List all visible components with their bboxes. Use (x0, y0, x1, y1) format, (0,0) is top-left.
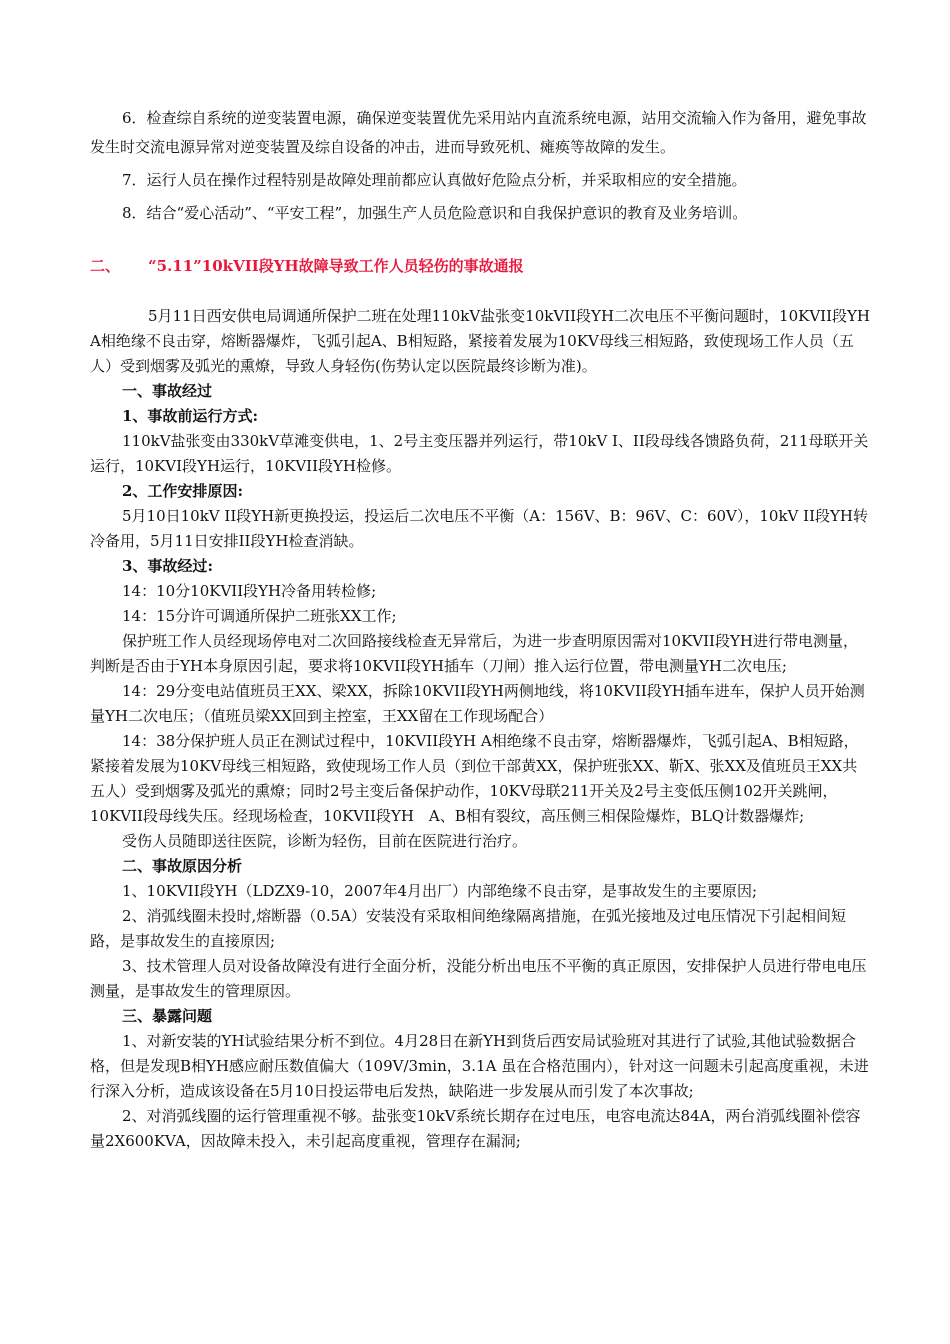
cause-item: 1、10KVII段YH（LDZX9-10，2007年4月出厂）内部绝缘不良击穿，是事故发生的主要原因; (122, 882, 758, 900)
timeline-entry: 14：38分保护班人员正在测试过程中，10KVII段YH A相绝缘不良击穿，熔断器爆炸，飞弧引起A、B相短路，紧接着发展为10KV母线三相短路，致使现场工作人员（到位干部黄XX，保护班张XX、靳X、张XX及值班员王XX共五人）受到烟雾及弧光的熏燎；同时2号主变后备保护动作，10KV母联211开关及2号主变低压侧102开关跳闸，10KVII段母线失压。经现场检查，10KVII段YH A、B相有裂纹，高压侧三相保险爆炸，BLQ计数器爆炸; (90, 732, 859, 825)
section-number: 二、 (90, 257, 121, 275)
timeline-entry: 14：10分10KVII段YH冷备用转检修; (122, 582, 377, 600)
cause-item: 3、技术管理人员对设备故障没有进行全面分析，没能分析出电压不平衡的真正原因，安排保护人员进行带电电压测量，是事故发生的管理原因。 (90, 957, 867, 1000)
heading-cause-analysis: 二、事故原因分析 (122, 857, 243, 875)
timeline-entry: 14：29分变电站值班员王XX、梁XX，拆除10KVII段YH两侧地线，将10KVII段YH插车进车，保护人员开始测量YH二次电压；（值班员梁XX回到主控室，王XX留在工作现场配合） (90, 682, 865, 725)
report-body (90, 304, 870, 1154)
heading-accident-process: 一、事故经过 (122, 382, 213, 400)
cause-item: 2、消弧线圈未投时,熔断器（0.5A）安装没有采取相间绝缘隔离措施，在弧光接地及过电压情况下引起相间短路，是事故发生的直接原因; (90, 907, 847, 950)
problem-item: 1、对新安装的YH试验结果分析不到位。4月28日在新YH到货后西安局试验班对其进行了试验,其他试验数据合格，但是发现B相YH感应耐压数值偏大（109V/3min，3.1A 虽在合格范围内），针对这一问题未引起高度重视，未进行深入分析，造成该设备在5月10日投运带电后发热，缺陷进一步发展从而引发了本次事故; (90, 1032, 869, 1100)
timeline-entry: 保护班工作人员经现场停电对二次回路接线检查无异常后，为进一步查明原因需对10KVII段YH进行带电测量，判断是否由于YH本身原因引起，要求将10KVII段YH插车（刀闸）推入运行位置，带电测量YH二次电压; (90, 632, 858, 675)
section-title (90, 254, 870, 278)
intro-item-8: 8．结合“爱心活动”、“平安工程”，加强生产人员危险意识和自我保护意识的教育及业务培训。 (122, 204, 748, 222)
lead-paragraph: 5月11日西安供电局调通所保护二班在处理110kV盐张变10kVII段YH二次电压不平衡问题时，10KVII段YH A相绝缘不良击穿，熔断器爆炸，飞弧引起A、B相短路，紧接着发展为10KV母线三相短路，致使现场工作人员（五人）受到烟雾及弧光的熏燎，导致人身轻伤(伤势认定以医院最终诊断为准)。 (90, 307, 870, 375)
paragraph-work-arrangement: 5月10日10kV II段YH新更换投运，投运后二次电压不平衡（A：156V、B：96V、C：60V），10kV II段YH转冷备用，5月11日安排II段YH检查消缺。 (90, 507, 868, 550)
problem-item: 2、对消弧线圈的运行管理重视不够。盐张变10kV系统长期存在过电压，电容电流达84A，两台消弧线圈补偿容量2X600KVA，因故障未投入，未引起高度重视，管理存在漏洞; (90, 1107, 861, 1150)
intro-item-6: 6．检查综自系统的逆变装置电源，确保逆变装置优先采用站内直流系统电源，站用交流输入作为备用，避免事故发生时交流电源异常对逆变装置及综自设备的冲击，进而导致死机、瘫痪等故障的发生。 (90, 109, 867, 156)
timeline-entry: 14：15分许可调通所保护二班张XX工作; (122, 607, 397, 625)
paragraph-operating-mode: 110kV盐张变由330kV草滩变供电，1、2号主变压器并列运行，带10kV I、II段母线各馈路负荷，211母联开关运行，10KVI段YH运行，10KVII段YH检修。 (90, 432, 869, 475)
timeline-entry: 受伤人员随即送往医院，诊断为轻伤，目前在医院进行治疗。 (122, 832, 528, 850)
intro-list (90, 104, 870, 228)
heading-operating-mode: 1、事故前运行方式: (122, 407, 258, 425)
intro-item-7: 7．运行人员在操作过程特别是故障处理前都应认真做好危险点分析，并采取相应的安全措施。 (122, 171, 747, 189)
heading-exposed-problems: 三、暴露问题 (122, 1007, 213, 1025)
heading-timeline: 3、事故经过: (122, 557, 213, 575)
heading-work-arrangement: 2、工作安排原因: (122, 482, 243, 500)
section-title-text: “5.11”10kVII段YH故障导致工作人员轻伤的事故通报 (148, 257, 524, 275)
